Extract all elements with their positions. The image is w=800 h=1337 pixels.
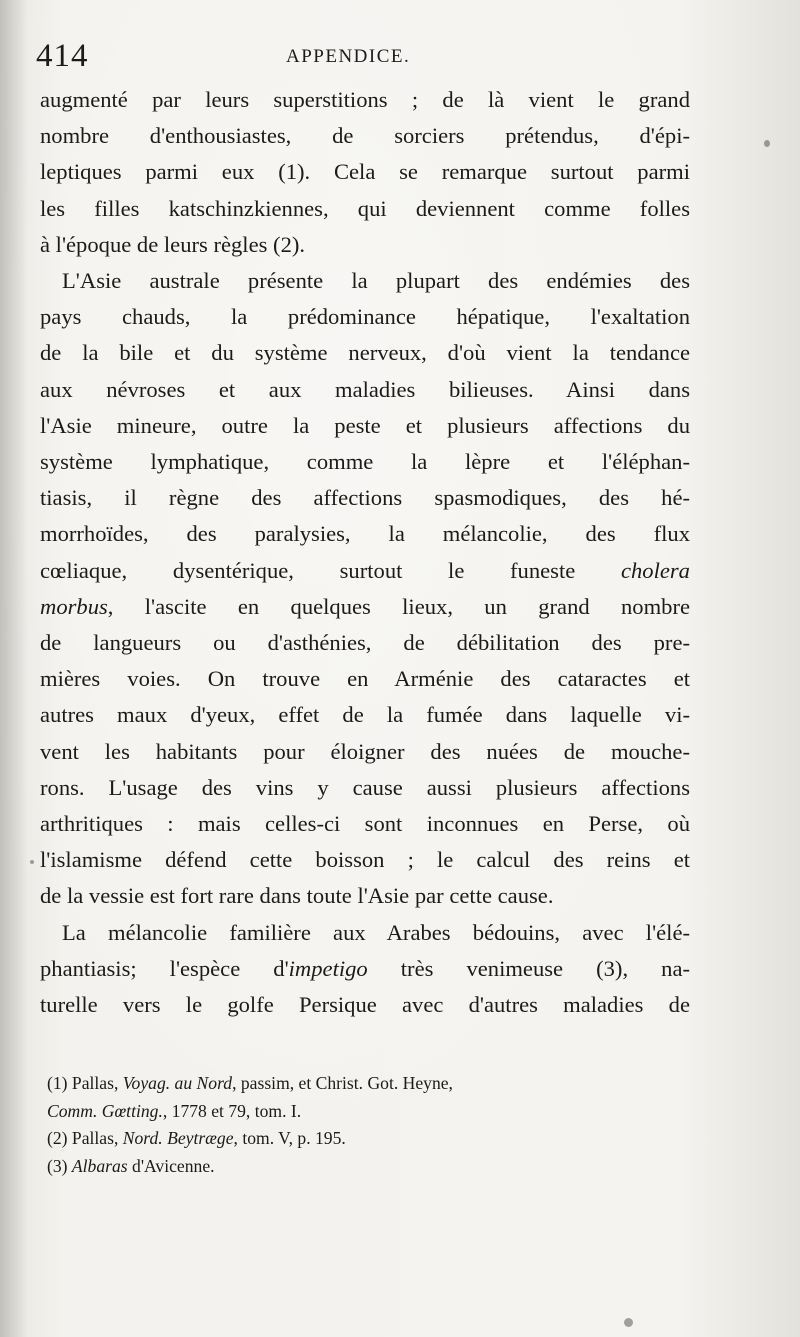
text-line: leptiques parmi eux (1). Cela se remarque surtout parmi xyxy=(40,159,690,185)
text-line: arthritiques : mais celles-ci sont inconnues en Perse, où xyxy=(40,811,690,837)
text-line: tiasis, il règne des affections spasmodiques, des hé- xyxy=(40,485,690,511)
footnote-3 xyxy=(47,1153,687,1181)
running-head: APPENDICE. xyxy=(286,46,411,67)
italic-term: morbus xyxy=(40,593,108,619)
text-line xyxy=(40,589,690,625)
text-line: rons. L'usage des vins y cause aussi plusieurs affections xyxy=(40,774,690,800)
paper-speck xyxy=(764,140,770,147)
footnote-1-continued xyxy=(47,1098,687,1126)
footnote-marker: (3) xyxy=(47,1155,68,1176)
text-line: nombre d'enthousiastes, de sorciers prétendus, d'épi- xyxy=(40,123,690,149)
text-run: très venimeuse (3), na- xyxy=(367,955,690,981)
text-line: turelle vers le golfe Persique avec d'autres maladies de xyxy=(40,992,690,1018)
footnote-italic: Comm. Gœtting. xyxy=(47,1100,163,1121)
text-line: autres maux d'yeux, effet de la fumée dans laquelle vi- xyxy=(40,702,690,728)
text-line: morrhoïdes, des paralysies, la mélancolie, des flux xyxy=(40,521,690,547)
text-line: système lymphatique, comme la lèpre et l'éléphan- xyxy=(40,449,690,475)
footnote-italic: Voyag. au Nord xyxy=(122,1073,233,1093)
footnote-2 xyxy=(47,1125,687,1153)
text-run: phantiasis; l'espèce d' xyxy=(40,955,289,981)
footnote-text: , tom. V, p. 195. xyxy=(233,1128,346,1148)
text-line: de la bile et du système nerveux, d'où vient la tendance xyxy=(40,340,690,366)
text-run: , l'ascite en quelques lieux, un grand nombre xyxy=(107,593,690,619)
italic-term: cholera xyxy=(620,557,690,583)
footnote-text: , 1778 et 79, tom. I. xyxy=(162,1100,302,1121)
text-line xyxy=(40,951,690,987)
footnote-text: Pallas, xyxy=(71,1128,119,1148)
text-line: l'islamisme défend cette boisson ; le calcul des reins et xyxy=(40,847,690,873)
page-header xyxy=(36,38,730,78)
paper-speck xyxy=(30,860,34,864)
footnote-text: Pallas, xyxy=(71,1073,119,1093)
text-line: augmenté par leurs superstitions ; de là vient le grand xyxy=(40,87,690,112)
footnote-marker: (2) xyxy=(47,1128,68,1148)
footnote-marker: (1) xyxy=(47,1073,68,1093)
footnote-text: , passim, et Christ. Got. Heyne, xyxy=(232,1073,453,1093)
footnote-italic: Nord. Beytræge xyxy=(122,1128,234,1148)
text-line: aux névroses et aux maladies bilieuses. Ainsi dans xyxy=(40,376,690,402)
footnotes xyxy=(47,1070,687,1180)
paragraph-start: La mélancolie familière aux Arabes bédouins, avec l'élé- xyxy=(62,919,690,945)
text-line: à l'époque de leurs règles (2). xyxy=(40,231,306,257)
page-number: 414 xyxy=(36,38,89,74)
text-line: mières voies. On trouve en Arménie des cataractes et xyxy=(40,666,690,692)
footnote-text: d'Avicenne. xyxy=(127,1155,215,1176)
text-line xyxy=(40,553,690,589)
text-run: cœliaque, dysentérique, surtout le funeste xyxy=(40,557,576,583)
text-line: pays chauds, la prédominance hépatique, l'exaltation xyxy=(40,304,690,330)
paragraph-start: L'Asie australe présente la plupart des endémies des xyxy=(62,268,690,294)
italic-term: impetigo xyxy=(288,955,368,981)
text-line: l'Asie mineure, outre la peste et plusieurs affections du xyxy=(40,412,690,438)
paper-speck xyxy=(624,1318,633,1327)
text-line: vent les habitants pour éloigner des nuées de mouche- xyxy=(40,738,690,764)
gutter-shadow xyxy=(0,0,28,1337)
footnote-italic: Albaras xyxy=(71,1155,128,1176)
body-text xyxy=(40,82,690,1023)
text-line: de la vessie est fort rare dans toute l'Asie par cette cause. xyxy=(40,883,554,909)
text-line: les filles katschinzkiennes, qui deviennent comme folles xyxy=(40,195,690,221)
text-line: de langueurs ou d'asthénies, de débilitation des pre- xyxy=(40,630,690,656)
footnote-1 xyxy=(47,1070,687,1098)
